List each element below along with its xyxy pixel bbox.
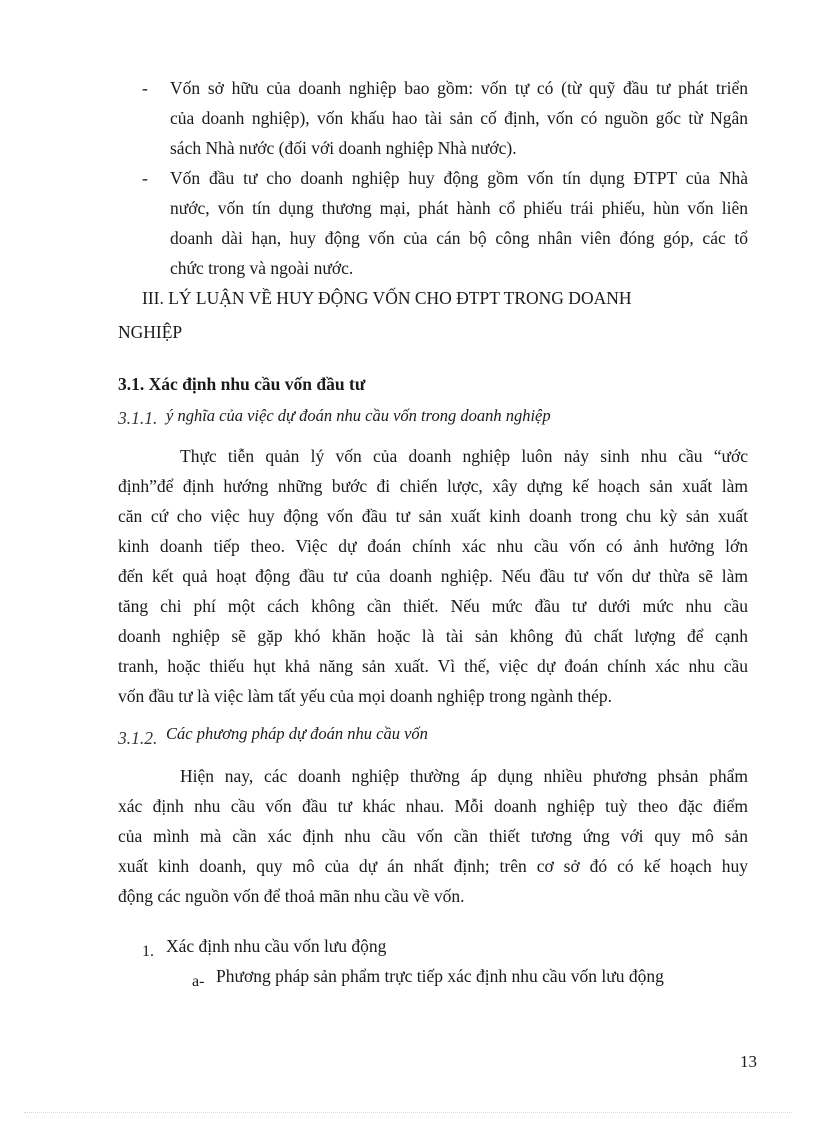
para-3-1-1-line-5: đến kết quả hoạt động đầu tư của doanh nghiệp. Nếu đầu tư vốn dư thừa sẽ làm <box>118 566 748 586</box>
bullet-1-line-1: Vốn sở hữu của doanh nghiệp bao gồm: vốn tự có (từ quỹ đầu tư phát triển <box>170 78 748 98</box>
para-3-1-1-line-6: tăng chi phí một cách không cần thiết. Nếu mức đầu tư dưới mức nhu cầu <box>118 596 748 616</box>
item-1-text: Xác định nhu cầu vốn lưu động <box>166 936 387 956</box>
para-3-1-1-line-1: Thực tiễn quản lý vốn của doanh nghiệp luôn nảy sinh nhu cầu “ước <box>180 446 748 466</box>
bullet-1-line-3: sách Nhà nước (đối với doanh nghiệp Nhà nước). <box>170 138 517 158</box>
subheading-3-1-2-number: 3.1.2. <box>118 728 158 748</box>
item-a-marker: a- <box>192 973 205 990</box>
para-3-1-1-line-2: định”để định hướng những bước đi chiến lược, xây dựng kế hoạch sản xuất làm <box>118 476 748 496</box>
subheading-3-1-1-title: ý nghĩa của việc dự đoán nhu cầu vốn trong doanh nghiệp <box>166 406 551 425</box>
bullet-2-line-1: Vốn đầu tư cho doanh nghiệp huy động gồm vốn tín dụng ĐTPT của Nhà <box>170 168 748 188</box>
para-3-1-1-line-9: vốn đầu tư là việc làm tất yếu của mọi doanh nghiệp trong ngành thép. <box>118 686 613 706</box>
bullet-marker-1: - <box>142 78 148 98</box>
section-heading-line-1: III. LÝ LUẬN VỀ HUY ĐỘNG VỐN CHO ĐTPT TRONG DOANH <box>142 288 632 308</box>
subheading-3-1-2-title: Các phương pháp dự đoán nhu cầu vốn <box>166 724 428 743</box>
bullet-2-line-2: nước, vốn tín dụng thương mại, phát hành cổ phiếu trái phiếu, hùn vốn liên <box>170 198 748 218</box>
item-1-number: 1. <box>142 943 154 960</box>
bullet-marker-2: - <box>142 168 148 188</box>
para-3-1-2-line-2: xác định nhu cầu vốn đầu tư khác nhau. Mỗi doanh nghiệp tuỳ theo đặc điểm <box>118 796 748 816</box>
para-3-1-1-line-3: căn cứ cho việc huy động vốn đầu tư sản xuất kinh doanh trong chu kỳ sản xuất <box>118 506 748 526</box>
bullet-1-line-2: của doanh nghiệp), vốn khấu hao tài sản cố định, vốn có nguồn gốc từ Ngân <box>170 108 748 128</box>
para-3-1-1-line-4: kinh doanh tiếp theo. Việc dự đoán chính xác nhu cầu vốn có ảnh hưởng lớn <box>118 536 748 556</box>
para-3-1-1-line-7: doanh nghiệp sẽ gặp khó khăn hoặc là tài sản không đủ chất lượng để cạnh <box>118 626 748 646</box>
section-heading-line-2: NGHIỆP <box>118 322 183 342</box>
para-3-1-2-line-1: Hiện nay, các doanh nghiệp thường áp dụng nhiều phương phsản phẩm <box>180 766 748 786</box>
bullet-2-line-3: doanh dài hạn, huy động vốn của cán bộ công nhân viên đóng góp, các tổ <box>170 228 748 248</box>
heading-3-1: 3.1. Xác định nhu cầu vốn đầu tư <box>118 374 366 394</box>
item-a-text: Phương pháp sản phẩm trực tiếp xác định nhu cầu vốn lưu động <box>216 966 664 986</box>
bullet-2-line-4: chức trong và ngoài nước. <box>170 258 354 278</box>
para-3-1-1-line-8: tranh, hoặc thiếu hụt khả năng sản xuất. Vì thế, việc dự đoán chính xác nhu cầu <box>118 656 748 676</box>
para-3-1-2-line-3: của mình mà cần xác định nhu cầu vốn cần thiết tương ứng với quy mô sản <box>118 826 748 846</box>
page-number: 13 <box>740 1052 757 1071</box>
subheading-3-1-1-number: 3.1.1. <box>118 408 158 428</box>
para-3-1-2-line-4: xuất kinh doanh, quy mô của dự án nhất định; trên cơ sở đó có kế hoạch huy <box>118 856 748 876</box>
para-3-1-2-line-5: động các nguồn vốn để thoả mãn nhu cầu về vốn. <box>118 886 465 906</box>
footer-divider <box>24 1112 792 1113</box>
